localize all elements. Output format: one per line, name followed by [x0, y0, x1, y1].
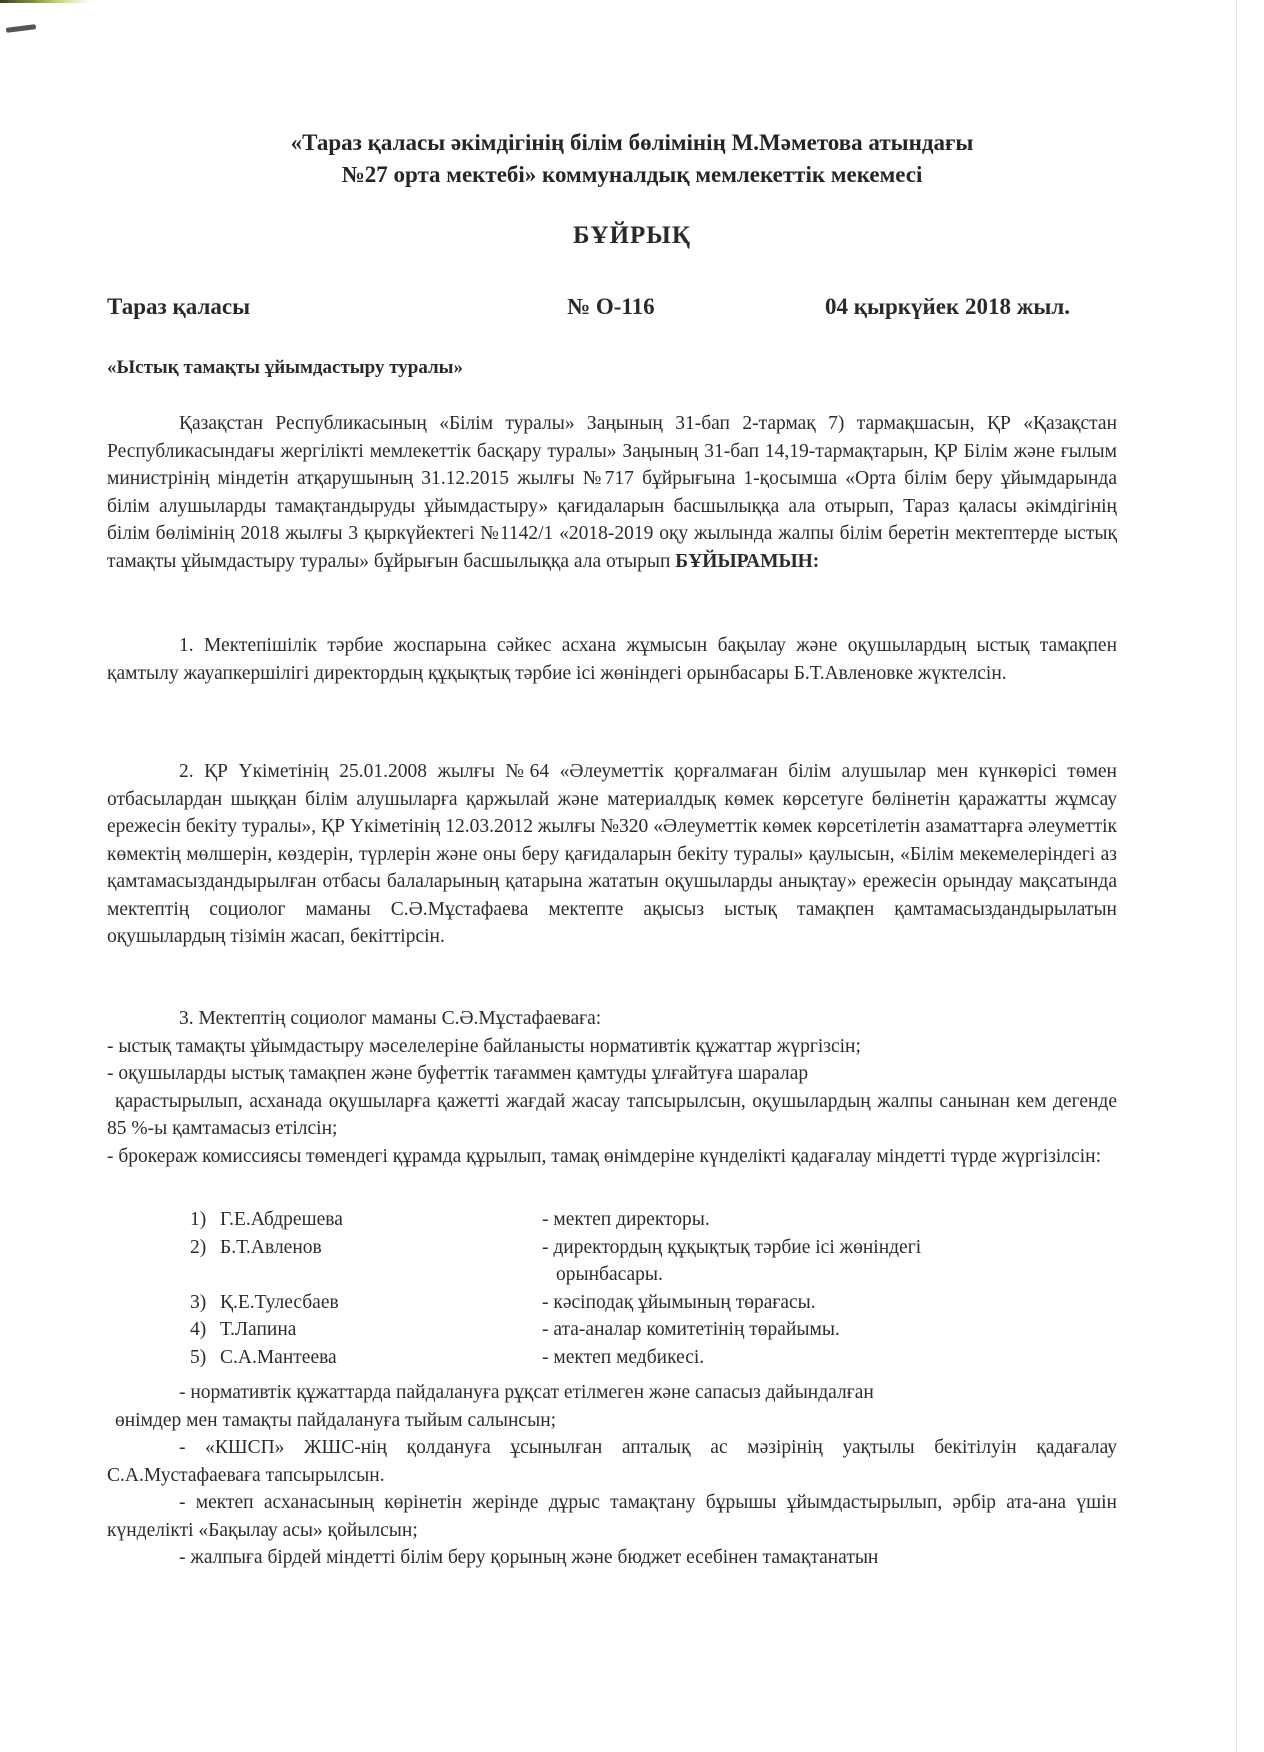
org-name-line-2: №27 орта мектебі» коммуналдық мемлекеттік мекемесі	[341, 162, 923, 187]
instruction-line: өнімдер мен тамақты пайдалануға тыйым салынсын;	[115, 1409, 557, 1431]
item-3-bullet-2-cont: қарастырылып, асханада оқушыларға қажетті жағдай жасау тапсырылсын, оқушылардың жалпы санынан кем дегенде 85 %-ы қамтамасыз етілсін;	[107, 1090, 1117, 1139]
item-3-section	[107, 1005, 1117, 1170]
member-role: - ата-аналар комитетінің төрайымы.	[542, 1319, 840, 1340]
order-subject: «Ыстық тамақты ұйымдастыру туралы»	[107, 357, 464, 378]
scan-mark	[6, 24, 36, 33]
instruction-line: - мектеп асханасының көрінетін жерінде дұрыс тамақтану бұрышы ұйымдастырылып, әрбір ата-ана үшін күнделікті «Бақылау асы» қойылсын;	[107, 1492, 1117, 1541]
member-name: Т.Лапина	[220, 1319, 297, 1340]
item-1-paragraph: 1. Мектепішілік тәрбие жоспарына сәйкес асхана жұмысын бақылау және оқушылардың ыстық тамақпен қамтылу жауапкершілігі директордың құқықтық тәрбие ісі жөніндегі орынбасары Б.Т.Авленовке жүктелсін.	[107, 635, 1117, 684]
instruction-line: - жалпыға бірдей міндетті білім беру қорының және бюджет есебінен тамақтанатын	[179, 1547, 879, 1568]
item-2-paragraph: 2. ҚР Үкіметінің 25.01.2008 жылғы №64 «Әлеуметтік қорғалмаған білім алушылар мен күнкөрісі төмен отбасылардан шыққан білім алушыларға қаржылай және материалдық көмек көрсетуге бөлінетін қаражатты жұмсау ережесін бекіту туралы», ҚР Үкіметінің 12.03.2012 жылғы №320 «Әлеуметтік көмек көрсетілетін азаматтарға әлеуметтік көмектің мөлшерін, көздерін, түрлерін және оны беру қағидаларын бекіту туралы» қаулысын, «Білім мекемелеріндегі аз қамтамасыздандырылған отбасы балаларының қатарына жататын оқушыларды анықтау» ережесін орындау мақсатында мектептің социолог маманы С.Ә.Мұстафаева мектепте ақысыз ыстық тамақпен қамтамасыздандырылатын оқушылардың тізімін жасап, бекіттірсін.	[107, 761, 1117, 947]
order-date: 04 қыркүйек 2018 жыл.	[825, 294, 1071, 319]
org-name-line-1: «Тараз қаласы әкімдігінің білім бөлімінің М.Мәметова атындағы	[290, 130, 974, 155]
command-word: БҰЙЫРАМЫН:	[675, 550, 820, 572]
item-3-bullet-1: - ыстық тамақты ұйымдастыру мәселелеріне байланысты нормативтік құжаттар жүргізсін;	[107, 1035, 861, 1057]
intro-text: Қазақстан Республикасының «Білім туралы» Заңының 31-бап 2-тармақ 7) тармақшасын, ҚР «Қазақстан Республикасындағы жергілікті мемлекеттік басқару туралы» Заңының 31-бап 14,19-тармақтарын, ҚР Білім және ғылым министрінің міндетін атқарушының 31.12.2015 жылғы №717 бұйрығына 1-қосымша «Орта білім беру ұйымдарында білім алушыларды тамақтандыруды ұйымдастыру» қағидаларын басшылыққа ала отырып, Тараз қаласы әкімдігінің білім бөлімінің 2018 жылғы 3 қыркүйектегі №1142/1 «2018-2019 оқу жылында жалпы білім беретін мектептерде ыстық тамақты ұйымдастыру туралы» бұйрығын басшылыққа ала отырып	[107, 413, 1117, 572]
commission-member: 1) Г.Е.Абдрешева - мектеп директоры.	[190, 1206, 1042, 1234]
commission-member: 5) С.А.Мантеева - мектеп медбикесі.	[190, 1344, 1042, 1372]
member-name: Б.Т.Авленов	[220, 1236, 322, 1258]
scan-edge-strip	[0, 0, 90, 3]
instruction-line: - «КШСП» ЖШС-нің қолдануға ұсынылған апталық ас мәзірінің уақтылы бекітілуін қадағалау С.А.Мустафаеваға тапсырылсын.	[107, 1437, 1117, 1486]
member-name: Қ.Е.Тулесбаев	[220, 1291, 339, 1313]
member-role: - директордың құқықтық тәрбие ісі жөніндегі орынбасары.	[542, 1236, 922, 1285]
commission-list	[190, 1206, 1042, 1371]
member-role: - мектеп директоры.	[542, 1209, 710, 1230]
commission-member: 2) Б.Т.Авленов - директордың құқықтық тәрбие ісі жөніндегі орынбасары.	[190, 1234, 1042, 1289]
member-role: - мектеп медбикесі.	[542, 1346, 705, 1368]
document-type-title: БҰЙРЫҚ	[573, 222, 691, 249]
item-3-title: 3. Мектептің социолог маманы С.Ә.Мұстафаеваға:	[179, 1008, 602, 1029]
commission-member: 4) Т.Лапина - ата-аналар комитетінің төрайымы.	[190, 1316, 1042, 1344]
instruction-line: - нормативтік құжаттарда пайдалануға рұқсат етілмеген және сапасыз дайындалған	[179, 1382, 874, 1403]
order-number: № О-116	[567, 294, 655, 319]
page-edge-line	[1236, 0, 1237, 1752]
member-name: С.А.Мантеева	[220, 1346, 337, 1368]
additional-instructions	[107, 1379, 1117, 1572]
member-role: - кәсіподақ ұйымының төрағасы.	[542, 1291, 816, 1313]
item-3-bullet-3: - брокераж комиссиясы төмендегі құрамда құрылып, тамақ өнімдеріне күнделікті қадағалау міндетті түрде жүргізілсін:	[107, 1145, 1101, 1167]
city: Тараз қаласы	[107, 294, 251, 319]
commission-member: 3) Қ.Е.Тулесбаев - кәсіподақ ұйымының төрағасы.	[190, 1289, 1042, 1317]
member-name: Г.Е.Абдрешева	[220, 1209, 343, 1230]
intro-paragraph	[107, 410, 1117, 575]
item-3-bullet-2: - оқушыларды ыстық тамақпен және буфеттік тағаммен қамтуды ұлғайтуға шаралар	[107, 1063, 809, 1084]
